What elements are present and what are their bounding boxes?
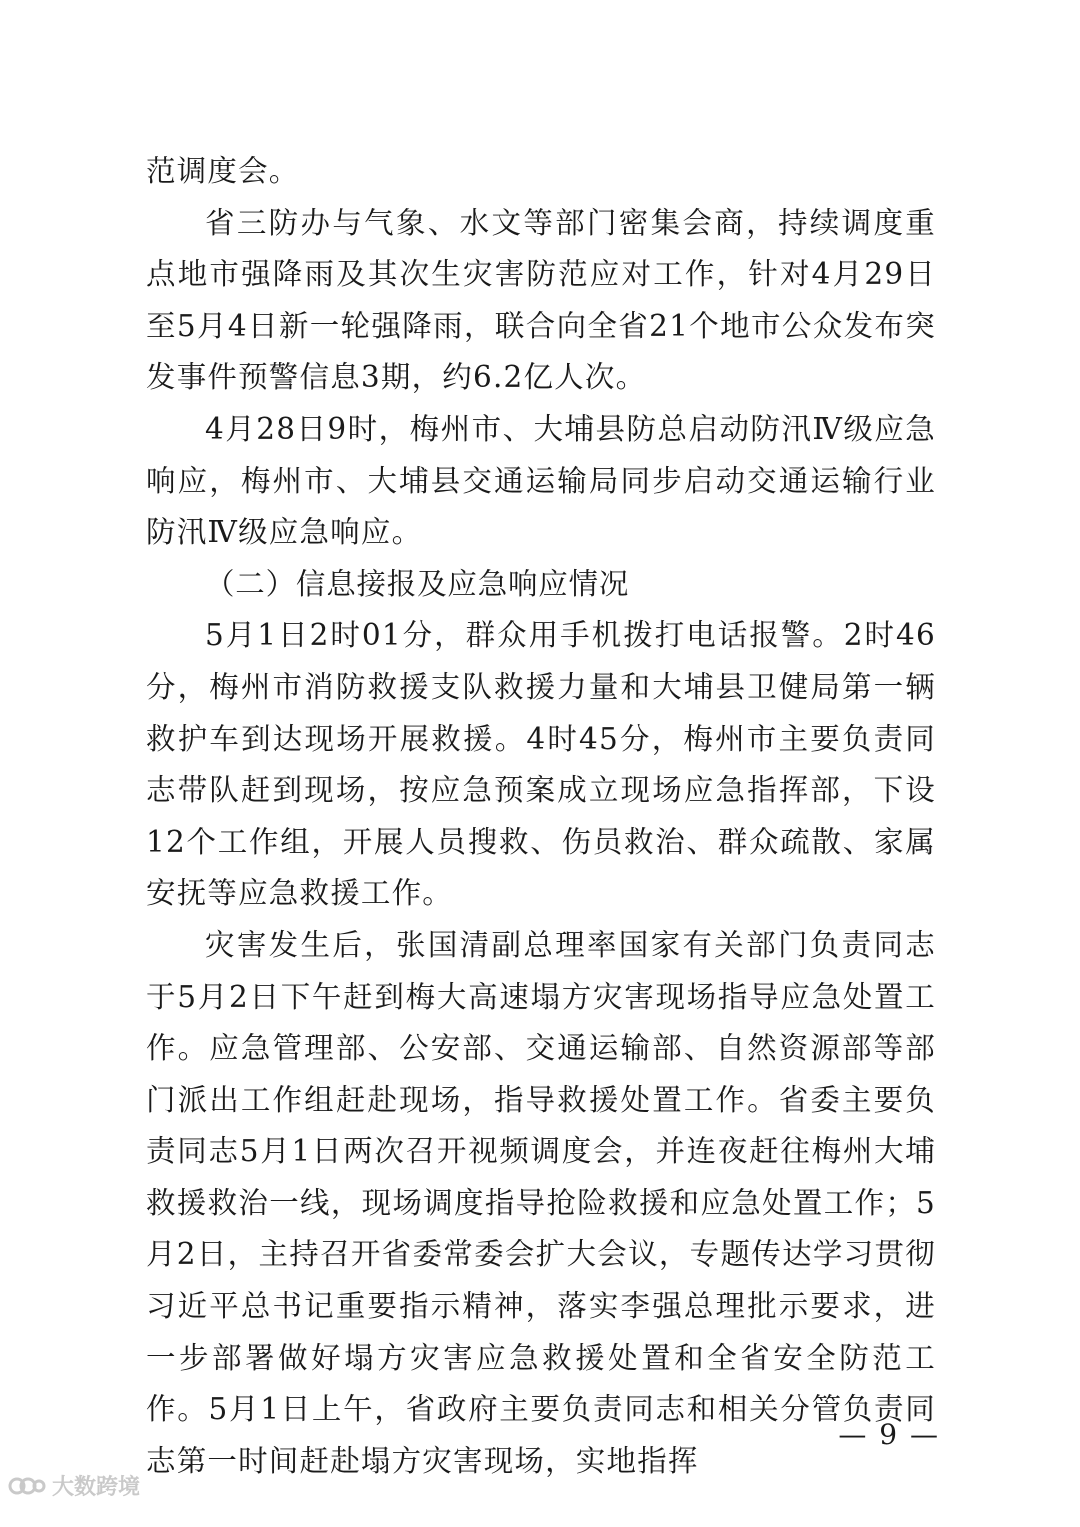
document-body bbox=[146, 146, 936, 1487]
paragraph-continuation: 范调度会。 bbox=[146, 154, 300, 188]
paragraph-leadership-response: 灾害发生后，张国清副总理率国家有关部门负责同志于5月2日下午赶到梅大高速塌方灾害现场指导应急处置工作。应急管理部、公安部、交通运输部、自然资源部等部门派出工作组赶赴现场，指导救援处置工作。省委主要负责同志5月1日两次召开视频调度会，并连夜赶往梅州大埔救援救治一线，现场调度指导抢险救援和应急处置工作；5月2日，主持召开省委常委会扩大会议，专题传达学习贯彻习近平总书记重要指示精神，落实李强总理批示要求，进一步部署做好塌方灾害应急救援处置和全省安全防范工作。5月1日上午，省政府主要负责同志和相关分管负责同志第一时间赶赴塌方灾害现场，实地指挥 bbox=[146, 927, 936, 1478]
paragraph-emergency-response-level: 4月28日9时，梅州市、大埔县防总启动防汛Ⅳ级应急响应，梅州市、大埔县交通运输局同步启动交通运输行业防汛Ⅳ级应急响应。 bbox=[146, 411, 936, 550]
paragraph-alarm-rescue: 5月1日2时01分，群众用手机拨打电话报警。2时46分，梅州市消防救援支队救援力量和大埔县卫健局第一辆救护车到达现场开展救援。4时45分，梅州市主要负责同志带队赶到现场，按应急预案成立现场应急指挥部，下设12个工作组，开展人员搜救、伤员救治、群众疏散、家属安抚等应急救援工作。 bbox=[146, 618, 936, 911]
watermark-text: 大数跨境 bbox=[52, 1475, 141, 1500]
watermark bbox=[8, 1470, 140, 1501]
section-heading: （二）信息接报及应急响应情况 bbox=[205, 566, 630, 601]
paragraph-forecast-warning: 省三防办与气象、水文等部门密集会商，持续调度重点地市强降雨及其次生灾害防范应对工作，针对4月29日至5月4日新一轮强降雨，联合向全省21个地市公众发布突发事件预警信息3期，约6.2亿人次。 bbox=[146, 205, 936, 395]
watermark-logo-icon bbox=[8, 1472, 46, 1500]
page-number: — 9 — bbox=[838, 1418, 940, 1451]
